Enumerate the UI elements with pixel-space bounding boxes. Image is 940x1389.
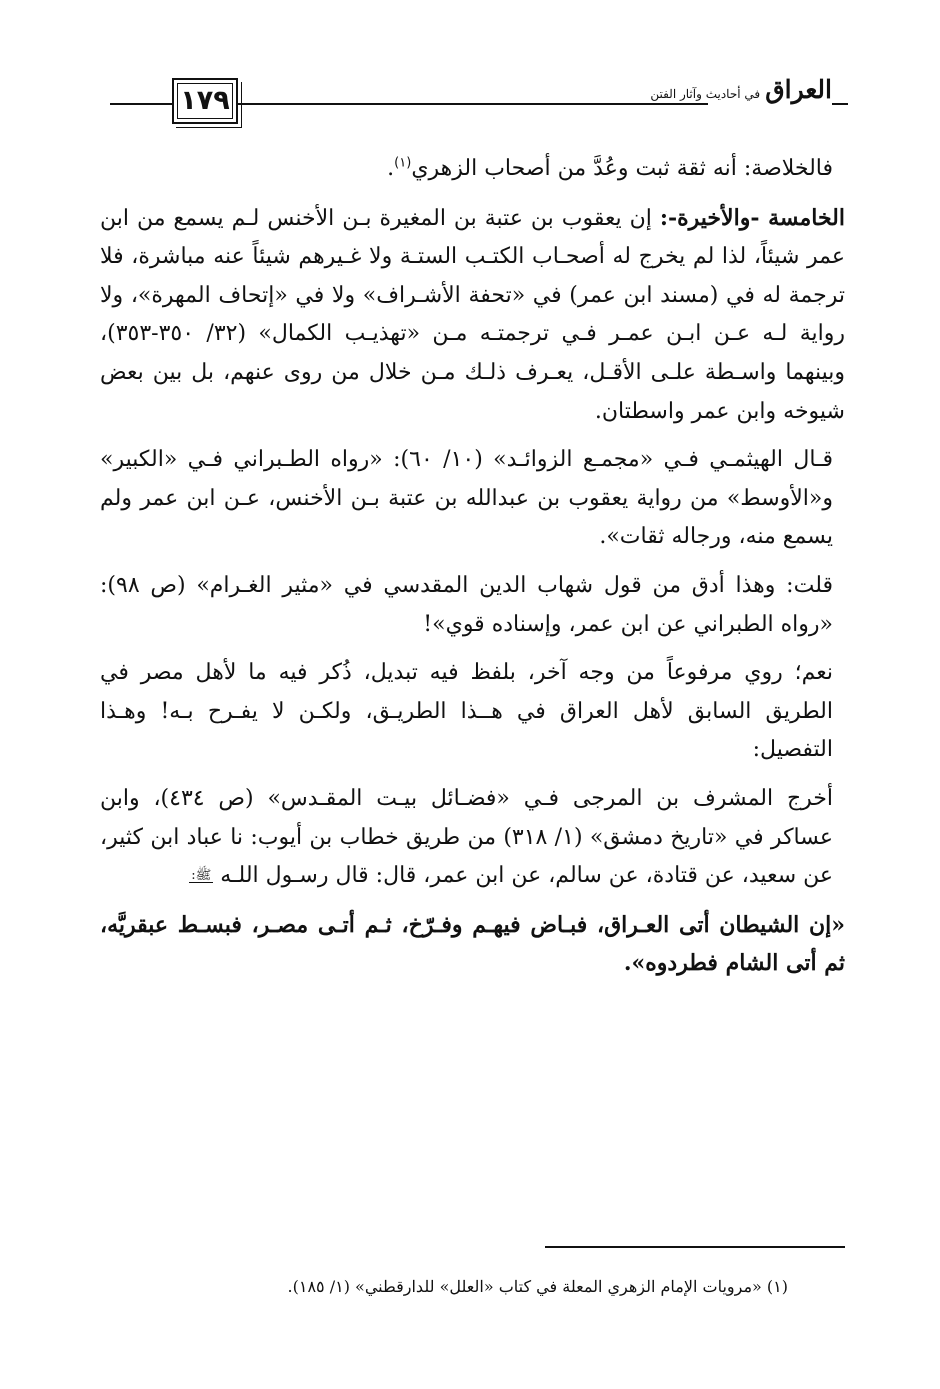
- paragraph-hadith-text: [100, 906, 845, 983]
- paragraph-fifth-point: [100, 199, 845, 432]
- header-rule-middle: [238, 103, 708, 105]
- header-rule-right: [832, 103, 848, 105]
- paragraph-takhrij: [100, 780, 845, 896]
- running-title-sub: في أحاديث وآثار الفتن: [650, 87, 761, 101]
- paragraph-text: أخرج المشرف بن المرجى فـي «فضـائل بيـت المقـدس» (ص ٤٣٤)، وابن عساكر في «تاريخ دمشق» (١/ ٣١٨) من طريق خطاب بن أيوب: نا عباد ابن كثير، عن سعيد، عن قتادة، عن سالم، عن ابن عمر، قال: قال رسـول اللـه: [100, 785, 834, 889]
- footnote-text: (١) «مرويات الإمام الزهري المعلة في كتاب «العلل» للدارقطني» (١/ ١٨٥).: [287, 1277, 788, 1296]
- paragraph-tail: .: [387, 156, 395, 181]
- paragraph-text: إن يعقوب بن عتبة بن المغيرة بـن الأخنس لـم يسمع من ابن عمر شيئاً، لذا لم يخرج له أصحـاب الكتـب الستـة ولا غـيرهم شيئاً عنه مباشرة، فلا ترجمة له في (مسند ابن عمر) في «تحفة الأشـراف» ولا في «إتحاف المهرة»، ولا رواية لـه عـن ابـن عمـر فـي ترجمتـه مـن «تهذيـب الكمال» (٣٢/ ٣٥٠-٣٥٣)، وبينهما واسـطة علـى الأقـل، يعـرف ذلـك مـن خلال من روى عنهم، بل بين بعض شيوخه وابن عمر واسطتان.: [100, 205, 846, 424]
- paragraph-haythami-quote: [100, 441, 845, 557]
- paragraph-text: قـال الهيثمـي فـي «مجمـع الزوائـد» (١٠/ ٦٠): «رواه الطـبراني فـي «الكبير» و«الأوسط» من رواية يعقوب بن عبدالله بن عتبة بـن الأخنس، عـن ابن عمر ولم يسمع منه، ورجاله ثقات».: [100, 447, 833, 550]
- running-title: [650, 74, 832, 118]
- paragraph-text: نعم؛ روي مرفوعاً من وجه آخر، بلفظ فيه تبديل، ذُكر فيه ما لأهل مصر في الطريق السابق لأهل العراق في هــذا الطريـق، ولكـن لا يفـرح بـه! وهـذا التفصيل:: [100, 660, 833, 763]
- header-rule-left: [110, 103, 172, 105]
- main-text: [100, 150, 845, 983]
- page-number-frame: [172, 78, 238, 124]
- paragraph-text: قلت: وهذا أدق من قول شهاب الدين المقدسي في «مثير الغـرام» (ص ٩٨): «رواه الطبراني عن ابن عمر، وإسناده قوي»!: [100, 572, 833, 637]
- footnote: [100, 1274, 788, 1300]
- page-header: [110, 70, 845, 130]
- paragraph-text: «إن الشيطان أتى العـراق، فبـاض فيهـم وفـرّخ، ثـم أتـى مصـر، فبسـط عبقريَّه، ثم أتى الشام فطردوه».: [100, 911, 845, 977]
- footnote-reference: (١): [394, 155, 412, 171]
- page-number: ١٧٩: [180, 85, 230, 116]
- paragraph-summary: [100, 150, 845, 189]
- footnote-separator: [545, 1246, 845, 1248]
- honorific-ligature: ﷺ:: [191, 868, 212, 884]
- paragraph-text: فالخلاصة: أنه ثقة ثبت وعُدَّ من أصحاب الزهري: [411, 156, 833, 181]
- paragraph-comment: [100, 567, 845, 644]
- paragraph-lead: الخامسة -والأخيرة-:: [659, 204, 845, 231]
- paragraph-alternate-route: [100, 654, 845, 770]
- running-title-main: العراق: [765, 75, 832, 104]
